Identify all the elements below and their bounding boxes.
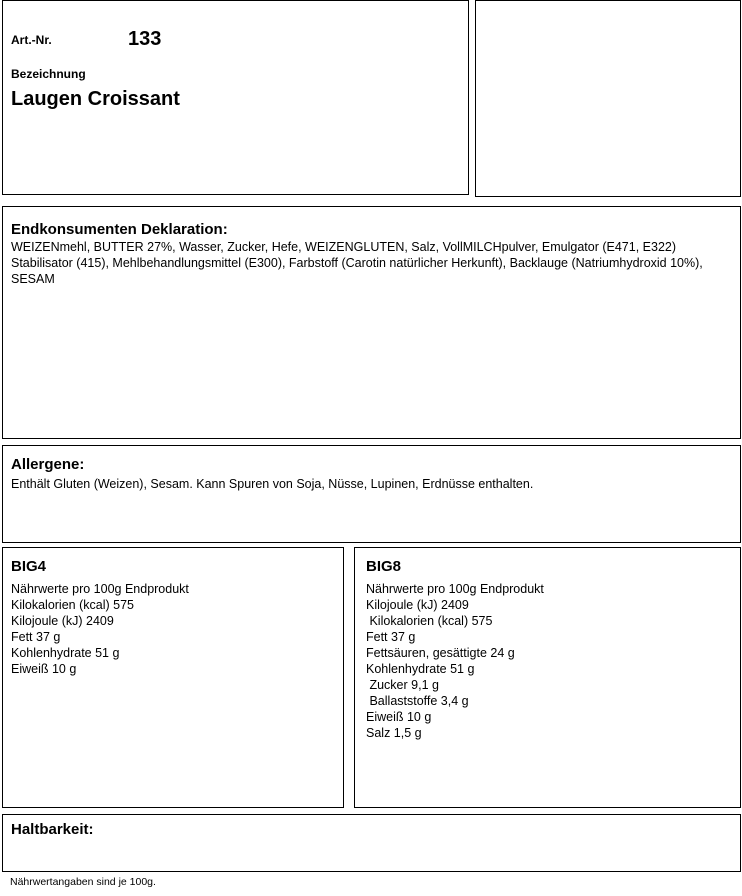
allergens-box xyxy=(2,445,741,543)
big8-list xyxy=(366,581,544,741)
big8-title: BIG8 xyxy=(366,558,402,575)
allergens-text: Enthält Gluten (Weizen), Sesam. Kann Spuren von Soja, Nüsse, Lupinen, Erdnüsse enthalten. xyxy=(11,477,534,491)
nutrition-line: Kilokalorien (kcal) 575 xyxy=(366,614,493,628)
nutrition-line: Fettsäuren, gesättigte 24 g xyxy=(366,646,515,660)
image-box xyxy=(475,0,741,197)
header-box xyxy=(2,0,469,195)
nutrition-line: Kilojoule (kJ) 2409 xyxy=(366,598,469,612)
footnote: Nährwertangaben sind je 100g. xyxy=(10,876,156,888)
nutrition-line: Nährwerte pro 100g Endprodukt xyxy=(11,582,189,596)
big4-title: BIG4 xyxy=(11,558,47,575)
nutrition-line: Zucker 9,1 g xyxy=(366,678,439,692)
big4-box xyxy=(2,547,344,808)
art-nr-value: 133 xyxy=(128,28,162,50)
nutrition-line: Kilojoule (kJ) 2409 xyxy=(11,614,114,628)
big8-box xyxy=(354,547,741,808)
product-name: Laugen Croissant xyxy=(11,88,180,110)
nutrition-line: Kilokalorien (kcal) 575 xyxy=(11,598,134,612)
shelf-life-title: Haltbarkeit: xyxy=(11,821,94,838)
allergens-title: Allergene: xyxy=(11,456,85,473)
declaration-title: Endkonsumenten Deklaration: xyxy=(11,221,228,238)
art-nr-label: Art.-Nr. xyxy=(11,33,52,47)
bezeichnung-label: Bezeichnung xyxy=(11,67,86,81)
nutrition-line: Kohlenhydrate 51 g xyxy=(366,662,475,676)
nutrition-line: Nährwerte pro 100g Endprodukt xyxy=(366,582,544,596)
declaration-text: WEIZENmehl, BUTTER 27%, Wasser, Zucker, Hefe, WEIZENGLUTEN, Salz, VollMILCHpulver, Emulgator (E471, E322) Stabilisator (415), Mehlbehandlungsmittel (E300), Farbstoff (Carotin natürlicher Herkunft), Backlauge (Natriumhydroxid 10%), SESAM xyxy=(11,240,703,286)
nutrition-line: Fett 37 g xyxy=(366,630,416,644)
nutrition-line: Kohlenhydrate 51 g xyxy=(11,646,120,660)
big4-list xyxy=(11,581,189,677)
nutrition-line: Eiweiß 10 g xyxy=(11,662,77,676)
nutrition-line: Fett 37 g xyxy=(11,630,61,644)
declaration-box xyxy=(2,206,741,439)
nutrition-line: Salz 1,5 g xyxy=(366,726,422,740)
nutrition-line: Eiweiß 10 g xyxy=(366,710,432,724)
shelf-life-box xyxy=(2,814,741,872)
nutrition-line: Ballaststoffe 3,4 g xyxy=(366,694,469,708)
